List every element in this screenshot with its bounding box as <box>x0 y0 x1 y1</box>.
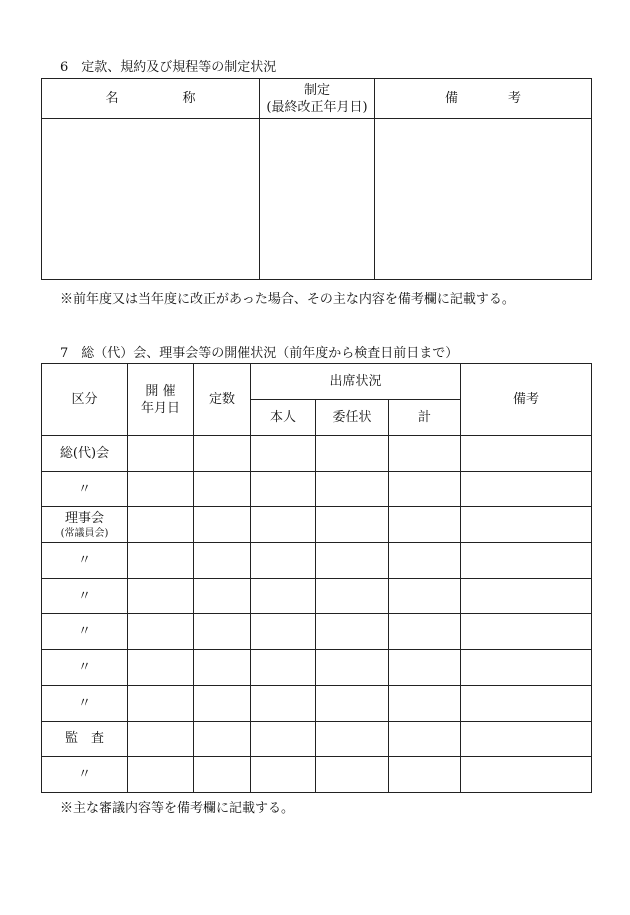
header-notes: 備考 <box>461 364 592 436</box>
header-name-char2: 称 <box>182 91 196 106</box>
header-name <box>42 79 260 119</box>
row-quorum-cell[interactable] <box>194 436 251 472</box>
row-total-cell[interactable] <box>389 685 461 721</box>
section7-heading: 7 総（代）会、理事会等の開催状況（前年度から検査日前日まで） <box>60 346 459 361</box>
row-notes-cell[interactable] <box>461 507 592 543</box>
table-row <box>42 543 592 579</box>
row-self-cell[interactable] <box>251 650 316 686</box>
row-notes-cell[interactable] <box>461 436 592 472</box>
body-notes-cell[interactable] <box>375 119 592 280</box>
row-proxy-cell[interactable] <box>316 685 389 721</box>
row-proxy-cell[interactable] <box>316 650 389 686</box>
row-quorum-cell[interactable] <box>194 578 251 614</box>
header-meeting-char1: 開 <box>145 383 159 399</box>
body-name-cell[interactable] <box>42 119 260 280</box>
table-row <box>42 578 592 614</box>
table-row <box>42 614 592 650</box>
section7-note: ※主な審議内容等を備考欄に記載する。 <box>60 801 295 816</box>
row-self-cell[interactable] <box>251 685 316 721</box>
row-self-cell[interactable] <box>251 757 316 793</box>
row-self-cell[interactable] <box>251 436 316 472</box>
table-row <box>42 757 592 793</box>
row-self-cell[interactable] <box>251 543 316 579</box>
table-row <box>42 471 592 507</box>
row-proxy-cell[interactable] <box>316 543 389 579</box>
row-category <box>42 614 128 650</box>
row-notes-cell[interactable] <box>461 578 592 614</box>
row-category-label: 監 査 <box>64 731 104 747</box>
header-enactment-line1: 制定 <box>303 82 330 98</box>
row-notes-cell[interactable] <box>461 614 592 650</box>
row-category-label: 〃 <box>77 588 91 604</box>
row-quorum-cell[interactable] <box>194 507 251 543</box>
header-notes <box>375 79 592 119</box>
row-total-cell[interactable] <box>389 757 461 793</box>
row-category <box>42 471 128 507</box>
row-category-label: 〃 <box>77 552 91 568</box>
row-self-cell[interactable] <box>251 721 316 757</box>
header-enactment-line2: (最終改正年月日) <box>266 99 368 115</box>
row-proxy-cell[interactable] <box>316 721 389 757</box>
table-row <box>42 650 592 686</box>
row-category-label: 〃 <box>77 767 91 783</box>
row-quorum-cell[interactable] <box>194 685 251 721</box>
row-notes-cell[interactable] <box>461 543 592 579</box>
row-proxy-cell[interactable] <box>316 507 389 543</box>
row-self-cell[interactable] <box>251 578 316 614</box>
row-total-cell[interactable] <box>389 578 461 614</box>
header-total: 計 <box>389 400 461 436</box>
table-row <box>42 685 592 721</box>
row-total-cell[interactable] <box>389 721 461 757</box>
header-notes-char2: 考 <box>507 91 521 106</box>
header-notes-char1: 備 <box>445 91 459 106</box>
row-category-sublabel: (常議員会) <box>60 527 109 539</box>
row-date-cell[interactable] <box>128 436 194 472</box>
row-date-cell[interactable] <box>128 757 194 793</box>
row-category-label: 総(代)会 <box>59 445 110 461</box>
row-proxy-cell[interactable] <box>316 471 389 507</box>
row-notes-cell[interactable] <box>461 650 592 686</box>
row-total-cell[interactable] <box>389 471 461 507</box>
row-notes-cell[interactable] <box>461 685 592 721</box>
row-quorum-cell[interactable] <box>194 721 251 757</box>
row-category <box>42 757 128 793</box>
row-total-cell[interactable] <box>389 436 461 472</box>
row-category <box>42 650 128 686</box>
table-row <box>42 721 592 757</box>
row-date-cell[interactable] <box>128 578 194 614</box>
row-total-cell[interactable] <box>389 650 461 686</box>
header-attendance: 出席状況 <box>251 364 461 400</box>
section6-note: ※前年度又は当年度に改正があった場合、その主な内容を備考欄に記載する。 <box>60 292 515 307</box>
row-date-cell[interactable] <box>128 471 194 507</box>
row-category-label: 〃 <box>77 695 91 711</box>
row-notes-cell[interactable] <box>461 471 592 507</box>
row-date-cell[interactable] <box>128 685 194 721</box>
row-category <box>42 507 128 543</box>
row-category-label: 理事会 <box>64 510 104 526</box>
row-category-label: 〃 <box>77 659 91 675</box>
section6-heading: 6 定款、規約及び規程等の制定状況 <box>60 60 277 75</box>
row-date-cell[interactable] <box>128 543 194 579</box>
row-quorum-cell[interactable] <box>194 471 251 507</box>
row-category <box>42 578 128 614</box>
row-total-cell[interactable] <box>389 507 461 543</box>
row-quorum-cell[interactable] <box>194 650 251 686</box>
row-date-cell[interactable] <box>128 614 194 650</box>
header-meeting-char2: 催 <box>162 383 176 399</box>
row-total-cell[interactable] <box>389 614 461 650</box>
row-category-label: 〃 <box>77 624 91 640</box>
row-notes-cell[interactable] <box>461 721 592 757</box>
row-category <box>42 436 128 472</box>
table-row <box>42 436 592 472</box>
row-category <box>42 543 128 579</box>
row-total-cell[interactable] <box>389 543 461 579</box>
row-proxy-cell[interactable] <box>316 757 389 793</box>
header-meeting-date <box>128 364 194 436</box>
row-date-cell[interactable] <box>128 650 194 686</box>
table-row <box>42 507 592 543</box>
row-category <box>42 721 128 757</box>
header-category: 区分 <box>42 364 128 436</box>
row-category <box>42 685 128 721</box>
row-date-cell[interactable] <box>128 507 194 543</box>
header-self: 本人 <box>251 400 316 436</box>
row-category-label: 〃 <box>77 481 91 497</box>
header-name-char1: 名 <box>105 91 119 106</box>
row-self-cell[interactable] <box>251 614 316 650</box>
row-self-cell[interactable] <box>251 471 316 507</box>
row-proxy-cell[interactable] <box>316 578 389 614</box>
body-enactment-cell[interactable] <box>260 119 375 280</box>
header-proxy: 委任状 <box>316 400 389 436</box>
row-notes-cell[interactable] <box>461 757 592 793</box>
header-quorum: 定数 <box>194 364 251 436</box>
row-quorum-cell[interactable] <box>194 543 251 579</box>
meetings-table <box>41 363 592 793</box>
row-proxy-cell[interactable] <box>316 436 389 472</box>
header-meeting-date-line2: 年月日 <box>140 400 180 416</box>
row-self-cell[interactable] <box>251 507 316 543</box>
row-quorum-cell[interactable] <box>194 614 251 650</box>
row-proxy-cell[interactable] <box>316 614 389 650</box>
row-quorum-cell[interactable] <box>194 757 251 793</box>
header-enactment-date <box>260 79 375 119</box>
row-date-cell[interactable] <box>128 721 194 757</box>
regulations-table <box>41 78 592 280</box>
